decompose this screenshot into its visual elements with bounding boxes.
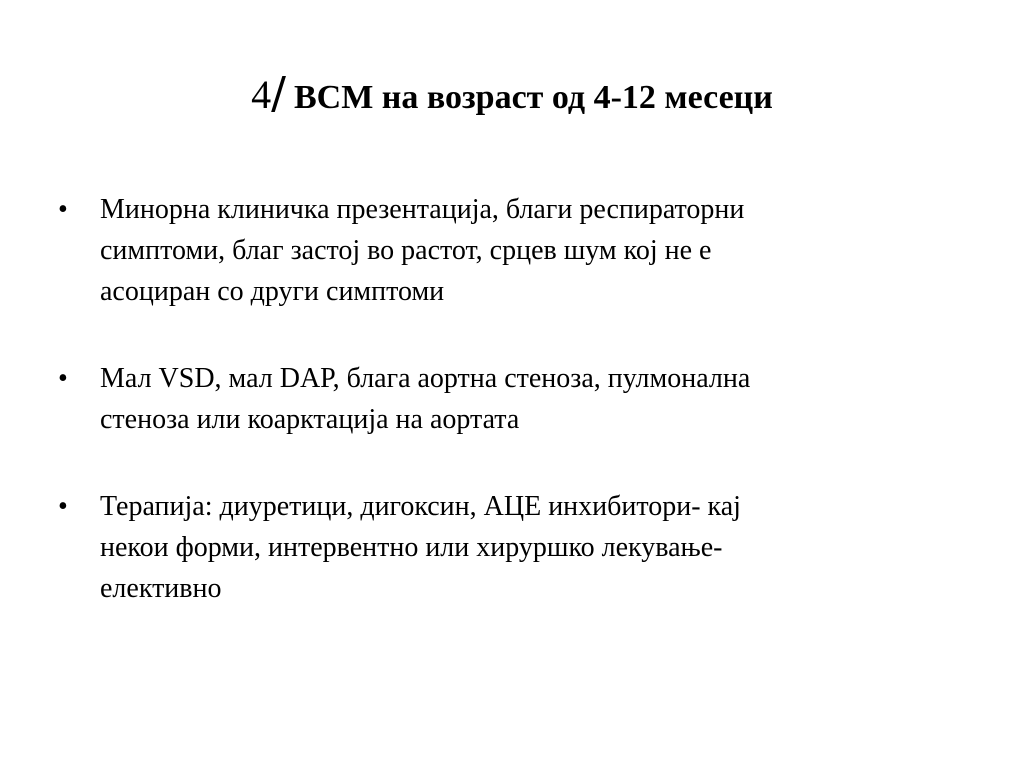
bullet-item-therapy	[58, 486, 938, 609]
bullet-line: асоциран со други симптоми	[100, 276, 445, 307]
bullet-dot-icon: •	[58, 491, 68, 522]
slide-title	[0, 66, 1024, 126]
title-number: 4	[251, 72, 272, 117]
bullet-item-symptoms	[58, 189, 938, 312]
bullet-line: елективно	[100, 573, 222, 604]
bullet-line: некои форми, интервентно или хируршко лекување-	[100, 532, 723, 563]
bullet-line: Терапија: диуретици, дигоксин, АЦЕ инхибитори- кај	[100, 491, 741, 522]
bullet-dot-icon: •	[58, 194, 68, 225]
bullet-line: Мал VSD, мал DAP, блага аортна стеноза, пулмонална	[100, 363, 751, 394]
title-text: ВСМ на возраст од 4-12 месеци	[293, 79, 773, 116]
bullet-dot-icon: •	[58, 363, 68, 394]
bullet-line: симптоми, благ застој во растот, срцев шум кој не е	[100, 235, 712, 266]
bullet-line: Минорна клиничка презентација, благи респираторни	[100, 194, 745, 225]
bullet-item-defects	[58, 358, 938, 440]
bullet-line: стеноза или коарктација на аортата	[100, 404, 520, 435]
title-slash: /	[271, 68, 286, 119]
bullet-list	[58, 189, 938, 609]
